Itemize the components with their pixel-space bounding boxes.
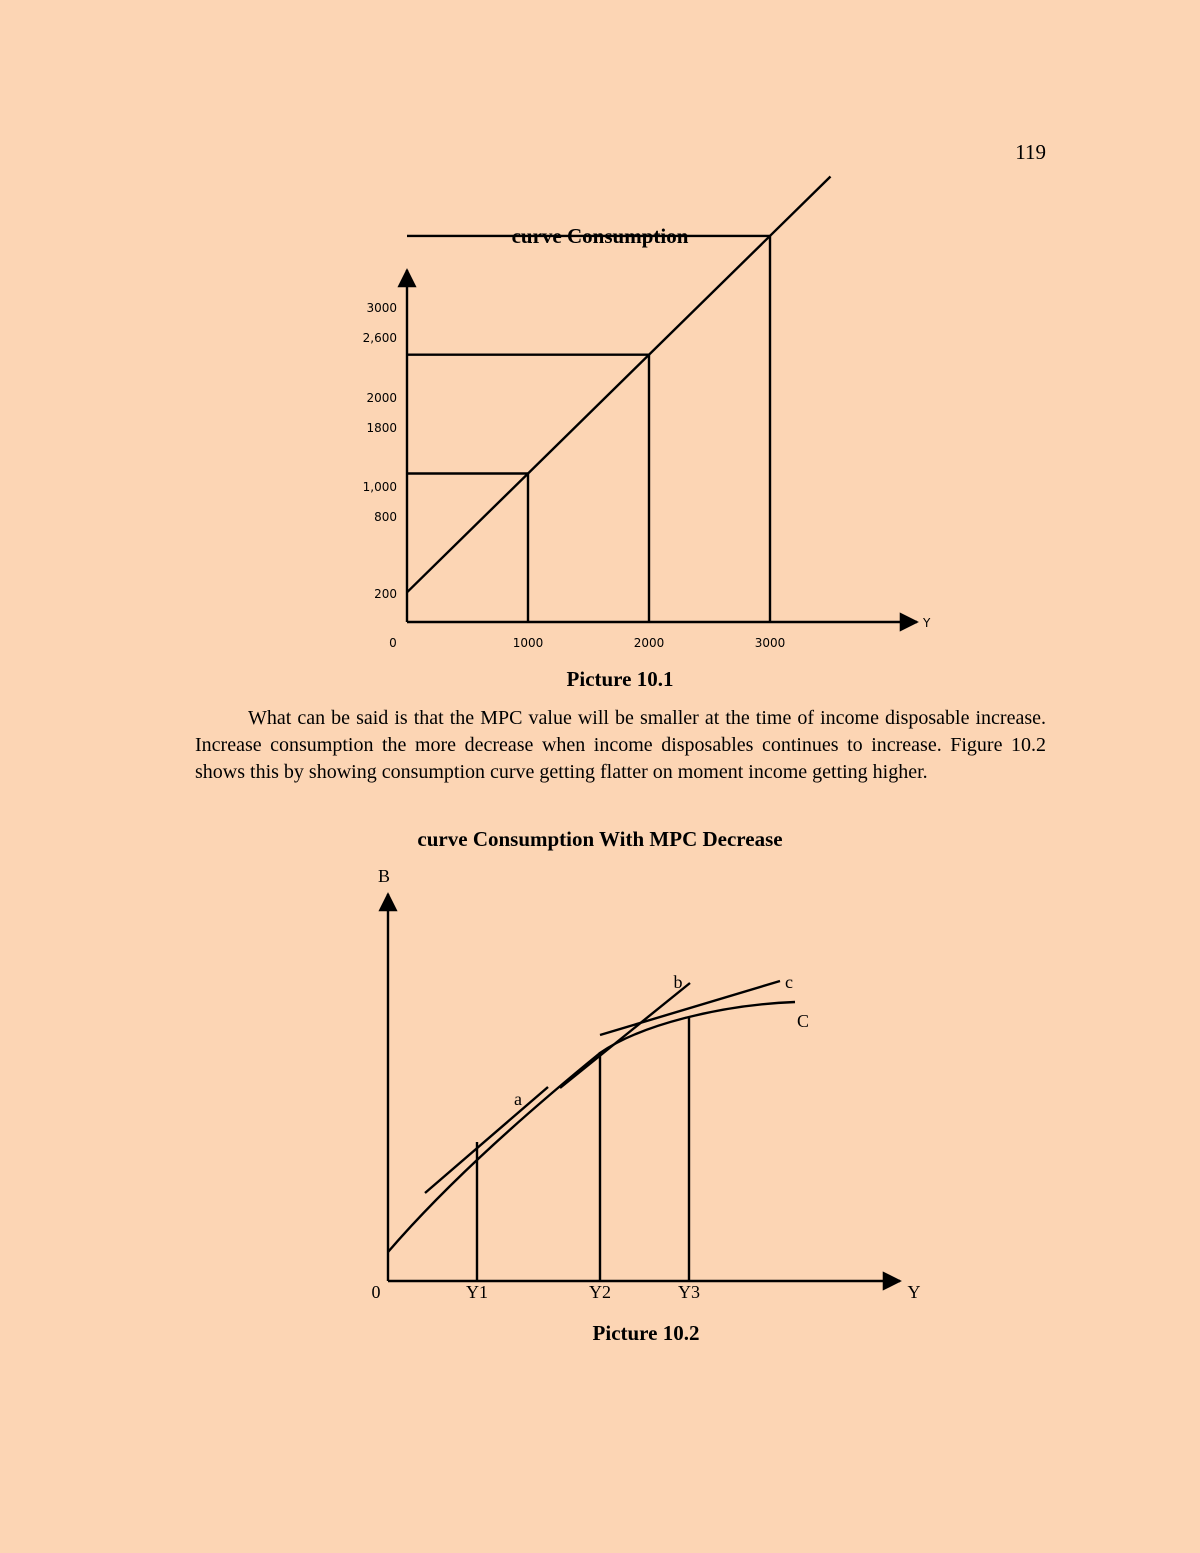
figure-1-caption: Picture 10.1 — [566, 667, 674, 691]
x-tick-label: Y3 — [678, 1282, 700, 1302]
curve-label: C — [796, 1011, 810, 1031]
x-tick-label: Y2 — [589, 1282, 611, 1302]
y-tick-label: 1800 — [366, 421, 397, 435]
origin-label: 0 — [371, 1282, 381, 1302]
x-tick-label: 1000 — [512, 636, 544, 650]
y-tick-label: 200 — [374, 587, 397, 601]
figure-1-title: curve Consumption — [511, 224, 689, 248]
y-tick-label: 1,000 — [362, 480, 397, 494]
y-tick-label: 2,600 — [362, 331, 397, 345]
tangent-label: b — [673, 972, 683, 992]
x-tick-label: 3000 — [754, 636, 786, 650]
x-tick-label: Y1 — [466, 1282, 488, 1302]
y-tick-label: 2000 — [366, 391, 397, 405]
tangent-label: a — [514, 1089, 522, 1109]
y-tick-label: 3000 — [366, 301, 397, 315]
x-tick-label: 2000 — [633, 636, 665, 650]
y-axis-label: B — [377, 866, 391, 886]
tangent-label: c — [785, 972, 793, 992]
x-axis-label: Y — [907, 1282, 921, 1302]
x-tick-label: 0 — [389, 636, 397, 650]
tangent-line-a — [425, 1087, 548, 1193]
page-number: 119 — [1015, 140, 1046, 164]
consumption-curve — [388, 1002, 795, 1252]
figure-2-caption: Picture 10.2 — [592, 1321, 700, 1345]
figure-2-title: curve Consumption With MPC Decrease — [417, 827, 783, 851]
body-paragraph: What can be said is that the MPC value will be smaller at the time of income disposable increase. Increase consumption the more decrease when income disposables continues to increase. Figure 10.2 shows this by showing consumption curve getting flatter on moment income getting higher. — [195, 707, 1046, 783]
tangent-line-b — [560, 983, 690, 1088]
y-tick-label: 800 — [374, 510, 397, 524]
x-axis-label: Y — [923, 616, 931, 630]
